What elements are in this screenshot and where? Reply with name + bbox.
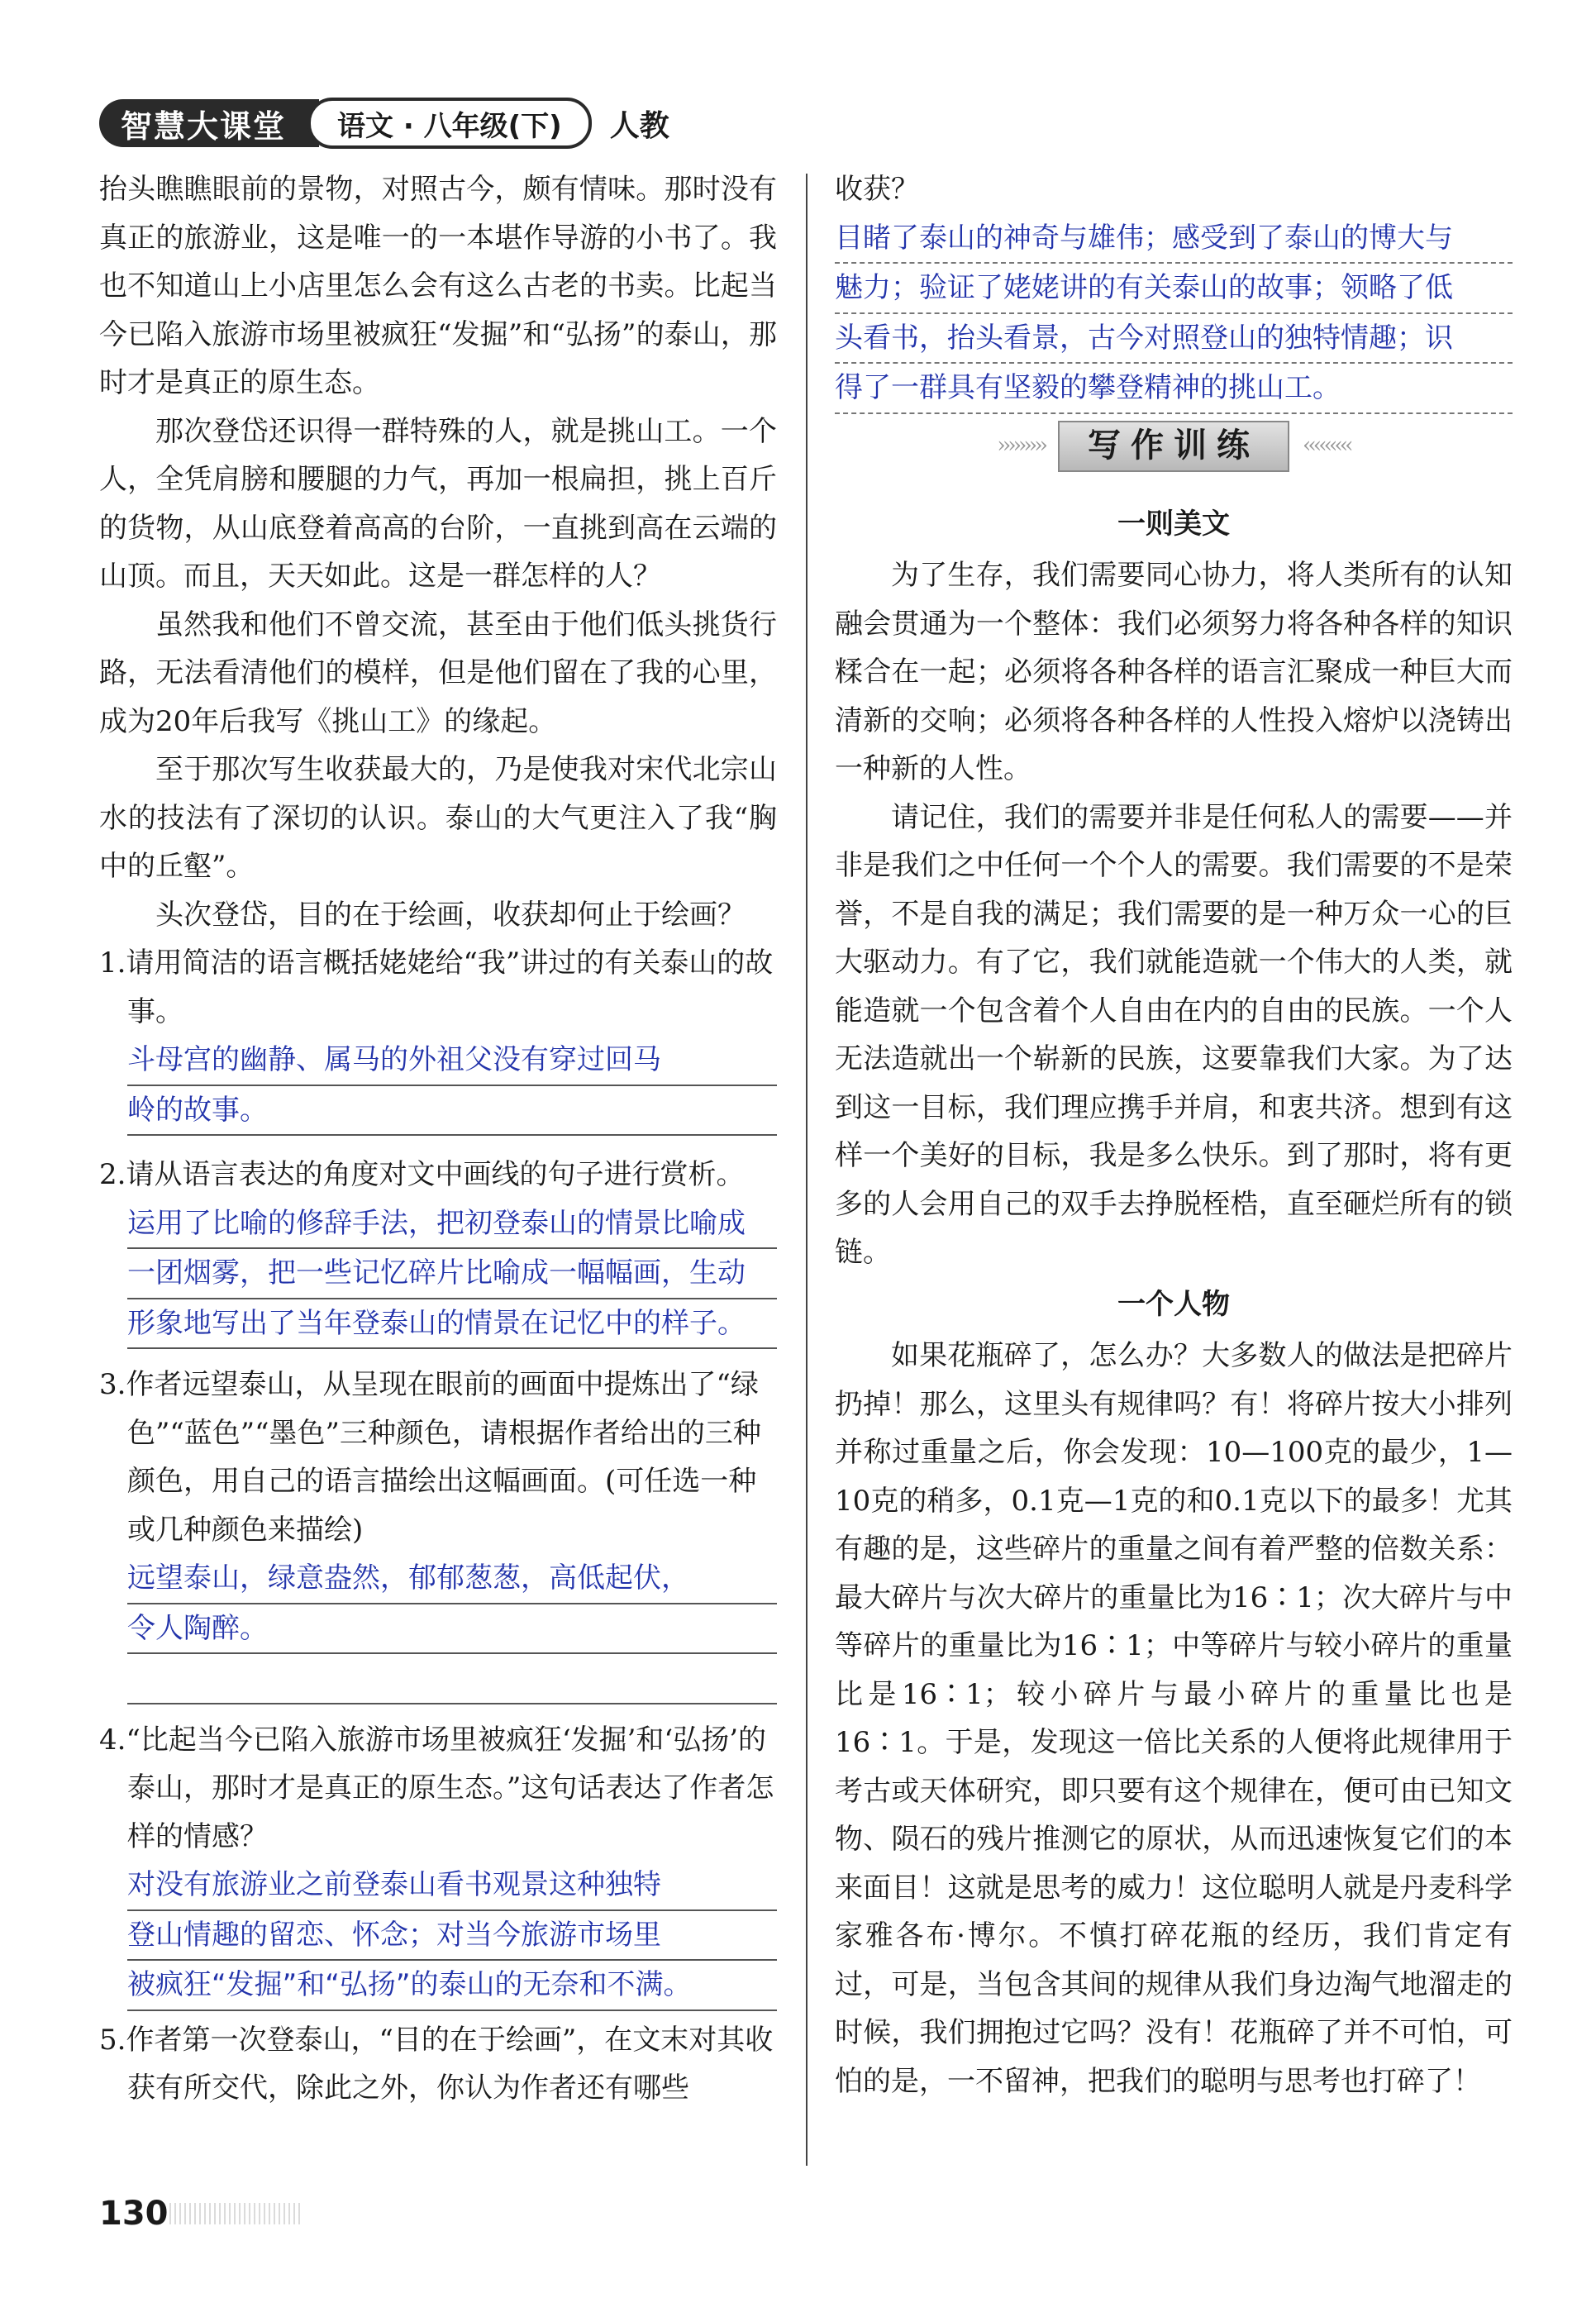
answer-5 bbox=[835, 214, 1513, 414]
answer-line-blank bbox=[127, 1654, 777, 1704]
answer-line: 目睹了泰山的神奇与雄伟；感受到了泰山的博大与 bbox=[835, 214, 1513, 265]
paragraph: 那次登岱还识得一群特殊的人，就是挑山工。一个人，全凭肩膀和腰腿的力气，再加一根扁担，挑上百斤的货物，从山底登着高高的台阶，一直挑到高在云端的山顶。而且，天天如此。这是一群怎样的人？ bbox=[99, 414, 777, 593]
question-4: 4.“比起当今已陷入旅游市场里被疯狂‘发掘’和‘弘扬’的泰山，那时才是真正的原生态。”这句话表达了作者怎样的情感？ bbox=[99, 1723, 774, 1853]
paragraph: 如果花瓶碎了，怎么办？大多数人的做法是把碎片扔掉！那么，这里头有规律吗？有！将碎片按大小排列并称过重量之后，你会发现：10—100克的最少，1—10克的稍多，0.1克—1克的和0.1克以下的最多！尤其有趣的是，这些碎片的重量之间有着严整的倍数关系：最大碎片与次大碎片的重量比为16∶1；次大碎片与中等碎片的重量比为16∶1；中等碎片与较小碎片的重量比是16∶1；较小碎片与最小碎片的重量比也是16∶1。于是，发现这一倍比关系的人便将此规律用于考古或天体研究，即只要有这个规律在，便可由已知文物、陨石的残片推测它的原状，从而迅速恢复它们的本来面目！这就是思考的威力！这位聪明人就是丹麦科学家雅各布·博尔。不慎打碎花瓶的经历，我们肯定有过，可是，当包含其间的规律从我们身边淘气地溜走的时候，我们拥抱过它吗？没有！花瓶碎了并不可怕，可怕的是，一不留神，把我们的聪明与思考也打碎了！ bbox=[835, 1339, 1513, 2098]
banner-arrows-right: ‹‹‹‹‹‹‹‹‹ bbox=[1303, 433, 1351, 459]
answer-line: 一团烟雾，把一些记忆碎片比喻成一幅幅画，生动 bbox=[127, 1249, 777, 1299]
answer-2 bbox=[127, 1199, 777, 1350]
answer-1 bbox=[127, 1036, 777, 1136]
page-number-decoration bbox=[169, 2203, 302, 2224]
paragraph: 为了生存，我们需要同心协力，将人类所有的认知融会贯通为一个整体：我们必须努力将各种各样的知识糅合在一起；必须将各种各样的语言汇聚成一种巨大而清新的交响；必须将各种各样的人性投入熔炉以浇铸出一种新的人性。 bbox=[835, 559, 1513, 785]
answer-line: 魅力；验证了姥姥讲的有关泰山的故事；领略了低 bbox=[835, 264, 1513, 314]
answer-line: 被疯狂“发掘”和“弘扬”的泰山的无奈和不满。 bbox=[127, 1961, 777, 2011]
answer-line: 形象地写出了当年登泰山的情景在记忆中的样子。 bbox=[127, 1299, 777, 1350]
left-column bbox=[99, 165, 777, 2113]
question-2: 2.请从语言表达的角度对文中画线的句子进行赏析。 bbox=[99, 1158, 745, 1191]
paragraph: 至于那次写生收获最大的，乃是使我对宋代北宗山水的技法有了深切的认识。泰山的大气更注入了我“胸中的丘壑”。 bbox=[99, 753, 777, 883]
answer-line: 斗母宫的幽静、属马的外祖父没有穿过回马 bbox=[127, 1036, 777, 1086]
answer-4 bbox=[127, 1861, 777, 2011]
question-5-continued: 收获？ bbox=[835, 173, 919, 206]
answer-3 bbox=[127, 1554, 777, 1704]
page-number: 130 bbox=[99, 2195, 169, 2233]
answer-line: 头看书，抬头看景，古今对照登山的独特情趣；识 bbox=[835, 314, 1513, 365]
question-3: 3.作者远望泰山，从呈现在眼前的画面中提炼出了“绿色”“蓝色”“墨色”三种颜色，请根据作者给出的三种颜色，用自己的语言描绘出这幅画面。(可任选一种或几种颜色来描绘) bbox=[99, 1368, 761, 1547]
answer-line: 运用了比喻的修辞手法，把初登泰山的情景比喻成 bbox=[127, 1199, 777, 1250]
subject-badge: 语文 · 八年级(下) bbox=[307, 98, 592, 149]
banner-arrows-left: ››››››››› bbox=[997, 433, 1045, 459]
answer-line: 对没有旅游业之前登泰山看书观景这种独特 bbox=[127, 1861, 777, 1911]
section-banner bbox=[835, 421, 1513, 472]
question-5: 5.作者第一次登泰山，“目的在于绘画”，在文末对其收获有所交代，除此之外，你认为作者还有哪些 bbox=[99, 2023, 774, 2105]
paragraph: 头次登岱，目的在于绘画，收获却何止于绘画？ bbox=[155, 898, 746, 932]
paragraph: 请记住，我们的需要并非是任何私人的需要——并非是我们之中任何一个个人的需要。我们需要的不是荣誉，不是自我的满足；我们需要的是一种万众一心的巨大驱动力。有了它，我们就能造就一个伟大的人类，就能造就一个包含着个人自由在内的自由的民族。一个人无法造就出一个崭新的民族，这要靠我们大家。为了达到这一目标，我们理应携手并肩，和衷共济。想到有这样一个美好的目标，我是多么快乐。到了那时，将有更多的人会用自己的双手去挣脱桎梏，直至砸烂所有的锁链。 bbox=[835, 800, 1513, 1269]
essay-2-title: 一个人物 bbox=[1117, 1287, 1230, 1321]
answer-line: 令人陶醉。 bbox=[127, 1604, 777, 1655]
question-1: 1.请用简洁的语言概括姥姥给“我”讲过的有关泰山的故事。 bbox=[99, 946, 774, 1028]
answer-line: 登山情趣的留恋、怀念；对当今旅游市场里 bbox=[127, 1911, 777, 1962]
answer-line: 岭的故事。 bbox=[127, 1086, 777, 1137]
answer-line: 远望泰山，绿意盎然，郁郁葱葱，高低起伏， bbox=[127, 1554, 777, 1604]
essay-1-title: 一则美文 bbox=[1117, 507, 1230, 541]
publisher-label: 人教 bbox=[609, 108, 669, 143]
page-header bbox=[99, 98, 669, 149]
paragraph: 抬头瞧瞧眼前的景物，对照古今，颇有情味。那时没有真正的旅游业，这是唯一的一本堪作导游的小书了。我也不知道山上小店里怎么会有这么古老的书卖。比起当今已陷入旅游市场里被疯狂“发掘”和“弘扬”的泰山，那时才是真正的原生态。 bbox=[99, 173, 777, 399]
paragraph: 虽然我和他们不曾交流，甚至由于他们低头挑货行路，无法看清他们的模样，但是他们留在了我的心里，成为20年后我写《挑山工》的缘起。 bbox=[99, 608, 777, 738]
column-divider bbox=[806, 174, 808, 2166]
right-column bbox=[835, 165, 1513, 2105]
series-brand: 智慧大课堂 bbox=[99, 99, 319, 147]
answer-line: 得了一群具有坚毅的攀登精神的挑山工。 bbox=[835, 364, 1513, 414]
section-title: 写作训练 bbox=[1058, 421, 1289, 472]
